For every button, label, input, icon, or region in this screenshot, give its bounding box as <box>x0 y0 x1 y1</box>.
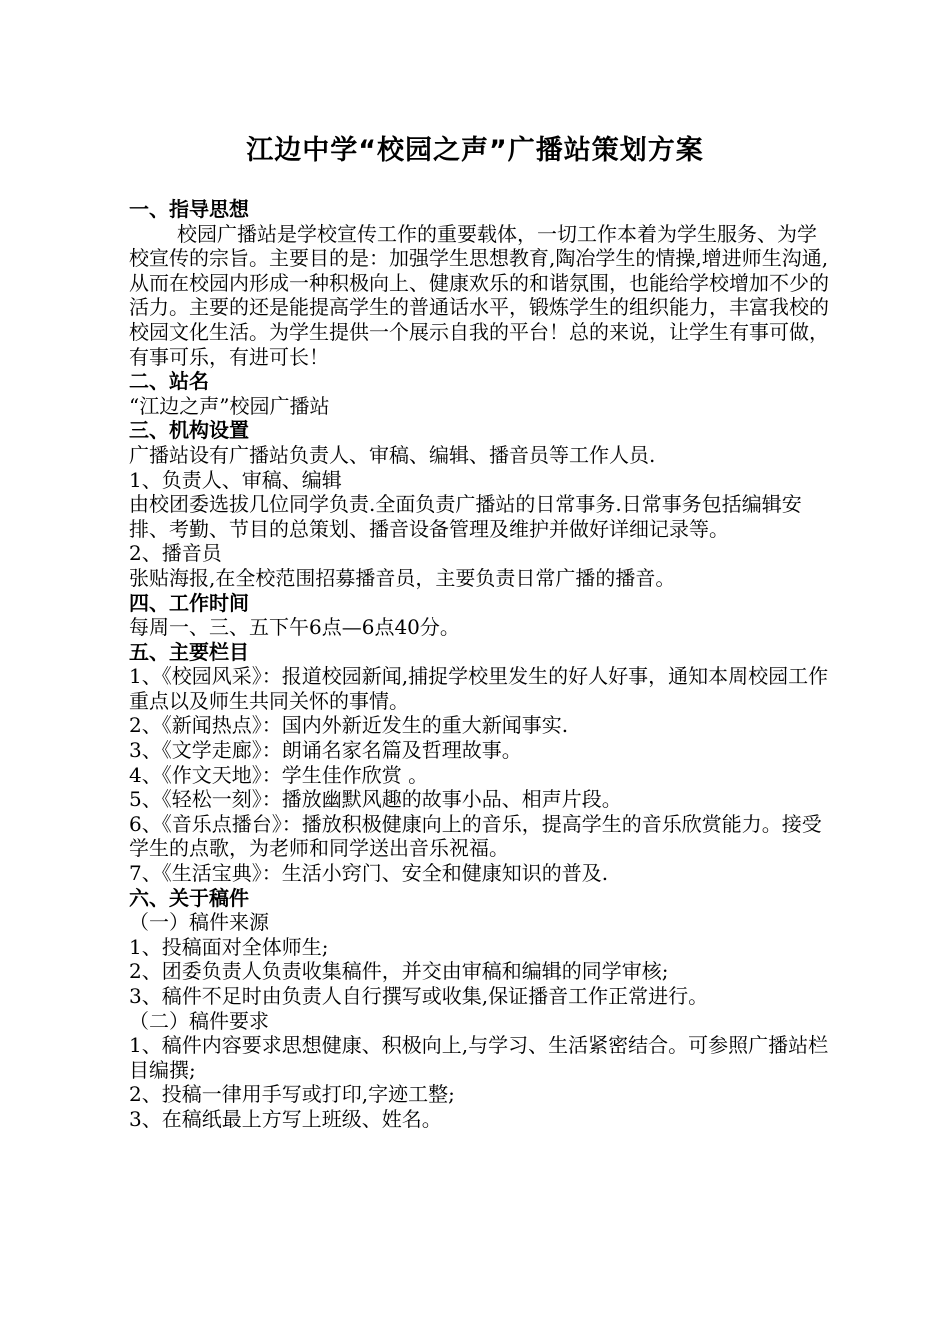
subsection-heading-sources: （一）稿件来源 <box>129 910 269 935</box>
list-item-column: 6、《音乐点播台》：播放积极健康向上的音乐，提高学生的音乐欣赏能力。接受学生的点歌，为老师和同学送出音乐祝福。 <box>129 811 822 861</box>
paragraph-leaders: 由校团委选拔几位同学负责.全面负责广播站的日常事务.日常事务包括编辑安排、考勤、节目的总策划、播音设备管理及维护并做好详细记录等。 <box>129 492 802 541</box>
list-item-requirement: 1、稿件内容要求思想健康、积极向上,与学习、生活紧密结合。可参照广播站栏目编撰; <box>129 1033 829 1082</box>
list-item-announcers: 2、播音员 <box>129 541 222 566</box>
document-body <box>129 197 829 1132</box>
section-heading-organization: 三、机构设置 <box>129 418 249 443</box>
list-item-column: 7、《生活宝典》：生活小窍门、安全和健康知识的普及. <box>129 861 609 886</box>
section-heading-guiding-thought: 一、指导思想 <box>129 197 249 221</box>
list-item-column: 1、《校园风采》：报道校园新闻,捕捉学校里发生的好人好事，通知本周校园工作重点以及师生共同关怀的事情。 <box>129 664 829 713</box>
list-item-source: 1、投稿面对全体师生; <box>129 934 329 959</box>
paragraph-organization: 广播站设有广播站负责人、审稿、编辑、播音员等工作人员. <box>129 442 656 467</box>
section-heading-main-columns: 五、主要栏目 <box>129 639 249 664</box>
section-heading-manuscripts: 六、关于稿件 <box>129 885 249 910</box>
list-item-column: 5、《轻松一刻》：播放幽默风趣的故事小品、相声片段。 <box>129 787 622 812</box>
list-item-leaders: 1、负责人、审稿、编辑 <box>129 467 342 492</box>
paragraph-station-name: “江边之声”校园广播站 <box>129 393 330 418</box>
list-item-column: 3、《文学走廊》：朗诵名家名篇及哲理故事。 <box>129 738 522 763</box>
list-item-requirement: 3、在稿纸最上方写上班级、姓名。 <box>129 1106 442 1131</box>
list-item-source: 3、稿件不足时由负责人自行撰写或收集,保证播音工作正常进行。 <box>129 984 709 1008</box>
list-item-column: 4、《作文天地》：学生佳作欣赏 。 <box>129 762 429 787</box>
list-item-column: 2、《新闻热点》：国内外新近发生的重大新闻事实. <box>129 713 569 738</box>
document-title: 江边中学“校园之声”广播站策划方案 <box>246 135 704 166</box>
paragraph-announcers: 张贴海报,在全校范围招募播音员，主要负责日常广播的播音。 <box>129 565 676 590</box>
section-heading-work-time: 四、工作时间 <box>129 590 249 615</box>
list-item-requirement: 2、投稿一律用手写或打印,字迹工整; <box>129 1082 455 1107</box>
list-item-source: 2、团委负责人负责收集稿件，并交由审稿和编辑的同学审核; <box>129 959 669 984</box>
section-heading-station-name: 二、站名 <box>129 369 209 394</box>
subsection-heading-requirements: （二）稿件要求 <box>129 1008 269 1033</box>
paragraph-guiding-thought: 校园广播站是学校宣传工作的重要载体，一切工作本着为学生服务、为学校宣传的宗旨。主要目的是：加强学生思想教育,陶冶学生的情操,增进师生沟通,从而在校园内形成一种积极向上、健康欢乐的和谐氛围，也能给学校增加不少的活力。主要的还是能提高学生的普通话水平，锻炼学生的组织能力，丰富我校的校园文化生活。为学生提供一个展示自我的平台！总的来说，让学生有事可做，有事可乐，有进可长！ <box>129 221 829 369</box>
paragraph-work-time: 每周一、三、五下午6点—6点40分。 <box>129 615 460 640</box>
